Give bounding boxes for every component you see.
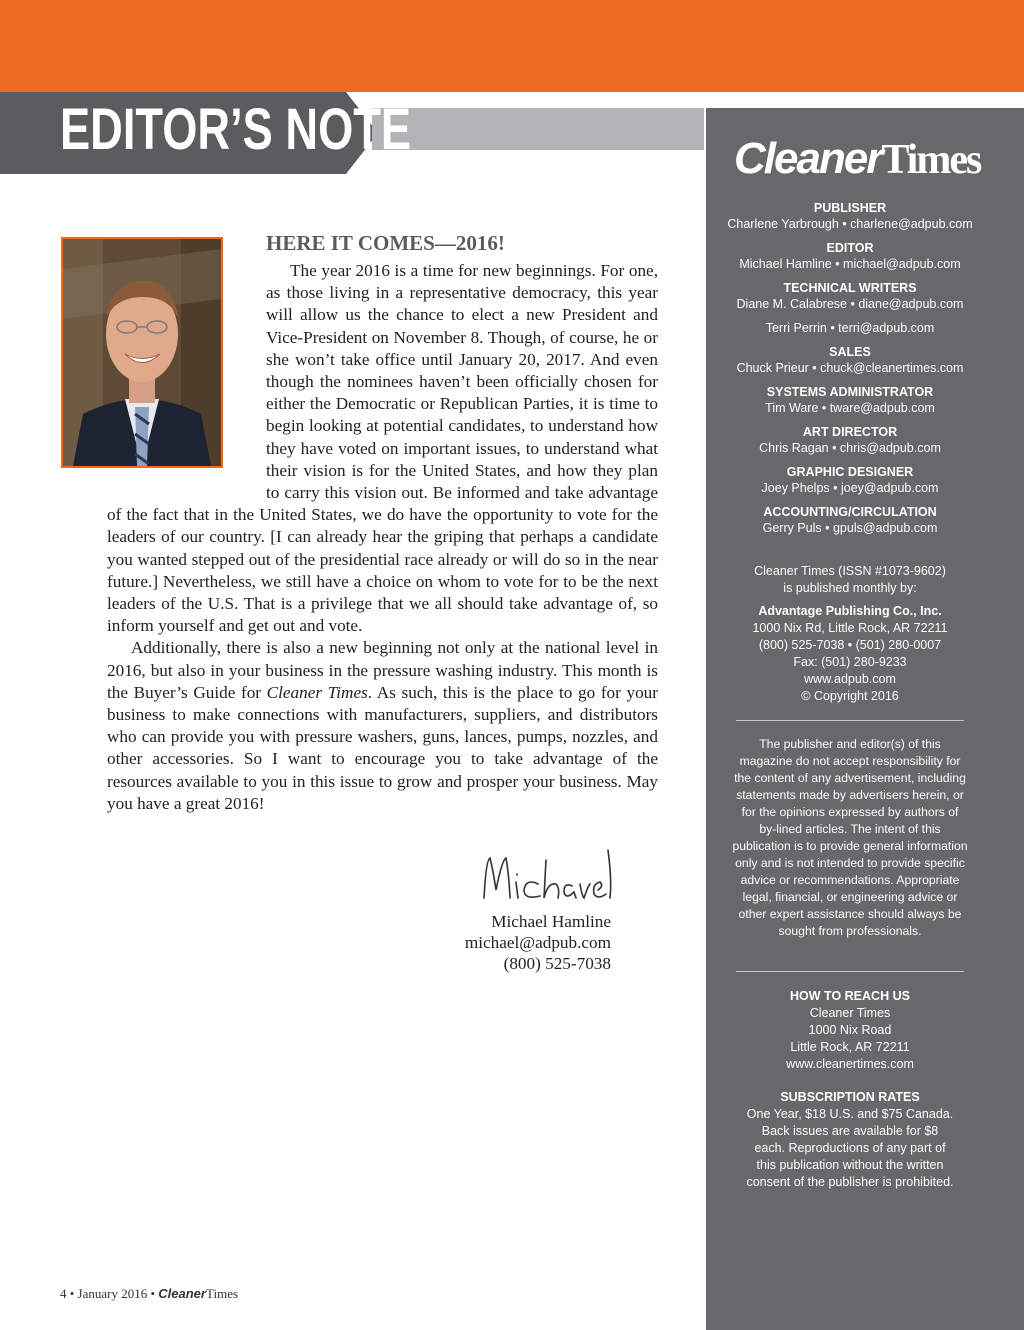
publisher-phones: (800) 525-7038 • (501) 280-0007 [758,638,942,652]
staff-group: PUBLISHER Charlene Yarbrough • charlene@adpub.com [727,201,973,231]
publisher-website: www.adpub.com [804,672,896,686]
subscription-rates: SUBSCRIPTION RATES One Year, $18 U.S. and $75 Canada. Back issues are available for $8 each. Reproductions of any part of this publication without the written consent of the publisher is prohibited. [746,1090,954,1189]
publisher-company: Advantage Publishing Co., Inc. [758,604,942,618]
author-name: Michael Hamline [491,912,611,931]
article-paragraph-2 [107,637,658,815]
copyright: © Copyright 2016 [801,689,899,703]
article-headline: HERE IT COMES—2016! [266,231,505,255]
staff-group: EDITOR Michael Hamline • michael@adpub.com [739,241,961,271]
cleaner-times-logo: CleanerTimes [734,134,981,183]
article-paragraph-1: The year 2016 is a time for new beginnings. For one, as those living in a representative democracy, this year will allow us the chance to elect a new President and Vice-President on November 8. Though, of course, he or she won’t take office until January 20, 2017. And even though the nominees haven’t been officially chosen for either the Democratic or Republican Parties, it is time to begin looking at potential candidates, to understand how they have voted on important issues, to understand what their vision is for the United States, and how they plan to carry this vision out. Be informed and take advantage of the fact that in the United States, we do have the opportunity to vote for the leaders of our country. [I can already hear the griping that perhaps a candidate you wanted stepped out of the presidential race already or will do so in the near future.] Nevertheless, we still have a choice on whom to vote for to be the next leaders of the U.S. That is a privilege that we all should take advantage of, so inform yourself and get out and vote. [107,261,658,636]
publication-name: Cleaner Times [266,682,368,702]
staff-group: ACCOUNTING/CIRCULATION Gerry Puls • gpuls@adpub.com [762,505,938,535]
handwritten-signature [476,840,616,915]
section-header-stripe [372,108,704,150]
staff-group: SALES Chuck Prieur • chuck@cleanertimes.com [736,345,964,375]
publisher-fax: Fax: (501) 280-9233 [793,655,907,669]
staff-list [706,200,994,544]
publisher-address: 1000 Nix Rd, Little Rock, AR 72211 [752,621,948,635]
publisher-info: Cleaner Times (ISSN #1073-9602) is published monthly by: Advantage Publishing Co., Inc. 1000 Nix Rd, Little Rock, AR 72211 (800) 525-7038 • (501) 280-0007 Fax: (501) 280-9233 www.adpub.com © Copyright 2016 [706,563,994,705]
signature-image [476,840,616,910]
staff-group: SYSTEMS ADMINISTRATOR Tim Ware • tware@adpub.com [765,385,935,415]
author-email: michael@adpub.com [464,933,611,952]
author-info [400,911,611,974]
contact-info: HOW TO REACH US Cleaner Times 1000 Nix Road Little Rock, AR 72211 www.cleanertimes.com [786,989,914,1071]
divider [736,720,964,721]
masthead-sidebar [706,108,1024,1330]
article-body [107,260,658,815]
staff-group: ART DIRECTOR Chris Ragan • chris@adpub.com [759,425,941,455]
disclaimer: The publisher and editor(s) of this magazine do not accept responsibility for the content of any advertisement, including statements made by advertisers herein, or for the opinions expressed by authors of by-lined articles. The intent of this publication is to provide general information only and is not intended to provide specific advice or recommendations. Appropriate legal, financial, or engineering advice or other expert assistance should always be sought from professionals. [732,737,968,938]
paragraph-2-part-a: Additionally, there is also a new beginning not only at the national level in 2016, but also in your business in the pressure washing industry. This month is the Buyer’s Guide for [107,638,658,702]
author-phone: (800) 525-7038 [503,954,611,973]
page-footer: 4 • January 2016 • CleanerTimes [60,1286,239,1301]
paragraph-2-part-b: . As such, this is the place to go for your business to make connections with manufacturers, suppliers, and distributors who can provide you with pressure washers, guns, lances, pumps, nozzles, and other accessories. So I want to encourage you to take advantage of the resources available to you in this issue to grow and prosper your business. May you have a great 2016! [107,682,658,813]
staff-group: TECHNICAL WRITERS Diane M. Calabrese • diane@adpub.com [736,281,964,311]
top-color-bar [0,0,1024,92]
photo-wrap-spacer [107,260,266,503]
divider [736,971,964,972]
staff-group: Terri Perrin • terri@adpub.com [765,321,935,335]
staff-group: GRAPHIC DESIGNER Joey Phelps • joey@adpub.com [761,465,939,495]
section-title: EDITOR’S NOTE [60,97,412,162]
